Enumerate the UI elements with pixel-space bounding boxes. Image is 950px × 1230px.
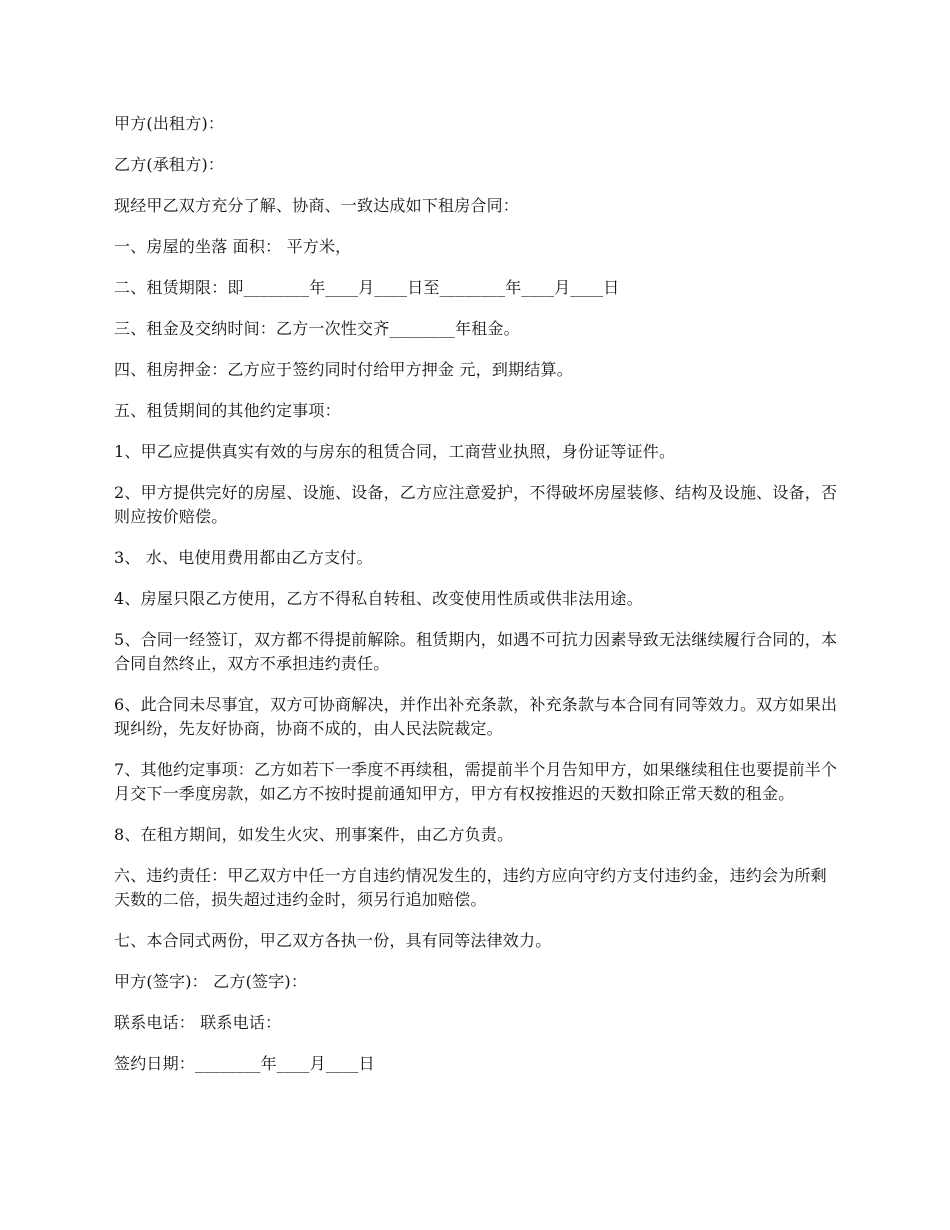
clause-location: 一、房屋的坐落 面积： 平方米， (114, 237, 352, 256)
clause-copies: 七、本合同式两份，甲乙双方各执一份，具有同等法律效力。 (114, 931, 552, 950)
item-4: 4、房屋只限乙方使用，乙方不得私自转租、改变使用性质或供非法用途。 (114, 589, 643, 608)
phone-line: 联系电话： 联系电话： (114, 1013, 282, 1032)
item-2: 2、甲方提供完好的房屋、设施、设备，乙方应注意爱护，不得破坏房屋装修、结构及设施、设备，否则应按价赔偿。 (114, 483, 838, 526)
clause-rent: 三、租金及交纳时间：乙方一次性交齐________年租金。 (114, 319, 520, 338)
party-a-line: 甲方(出租方)： (114, 114, 225, 133)
party-b-line: 乙方(承租方)： (114, 155, 225, 174)
preamble: 现经甲乙双方充分了解、协商、一致达成如下租房合同： (114, 196, 520, 215)
contract-body (114, 112, 840, 1093)
item-7: 7、其他约定事项：乙方如若下一季度不再续租，需提前半个月告知甲方，如果继续租住也要提前半个月交下一季度房款，如乙方不按时提前通知甲方，甲方有权按推迟的天数扣除正常天数的租金。 (114, 760, 838, 803)
item-5: 5、合同一经签订，双方都不得提前解除。租赁期内，如遇不可抗力因素导致无法继续履行合同的，本合同自然终止，双方不承担违约责任。 (114, 630, 838, 673)
clause-term: 二、租赁期限：即________年____月____日至________年____月____日 (114, 278, 620, 297)
sign-date-line: 签约日期：________年____月____日 (114, 1054, 375, 1073)
item-3: 3、 水、电使用费用都由乙方支付。 (114, 548, 373, 567)
item-6: 6、此合同未尽事宜，双方可协商解决，并作出补充条款，补充条款与本合同有同等效力。双方如果出现纠纷，先友好协商，协商不成的，由人民法院裁定。 (114, 695, 838, 738)
clause-deposit: 四、租房押金：乙方应于签约同时付给甲方押金 元，到期结算。 (114, 360, 573, 379)
item-8: 8、在租方期间，如发生火灾、刑事案件，由乙方负责。 (114, 825, 514, 844)
item-1: 1、甲乙应提供真实有效的与房东的租赁合同，工商营业执照，身份证等证件。 (114, 442, 676, 461)
clause-breach: 六、违约责任：甲乙双方中任一方自违约情况发生的，违约方应向守约方支付违约金，违约会为所剩天数的二倍，损失超过违约金时，须另行追加赔偿。 (114, 866, 827, 909)
signature-line: 甲方(签字)： 乙方(签字)： (114, 972, 308, 991)
clause-other-heading: 五、租赁期间的其他约定事项： (114, 401, 341, 420)
